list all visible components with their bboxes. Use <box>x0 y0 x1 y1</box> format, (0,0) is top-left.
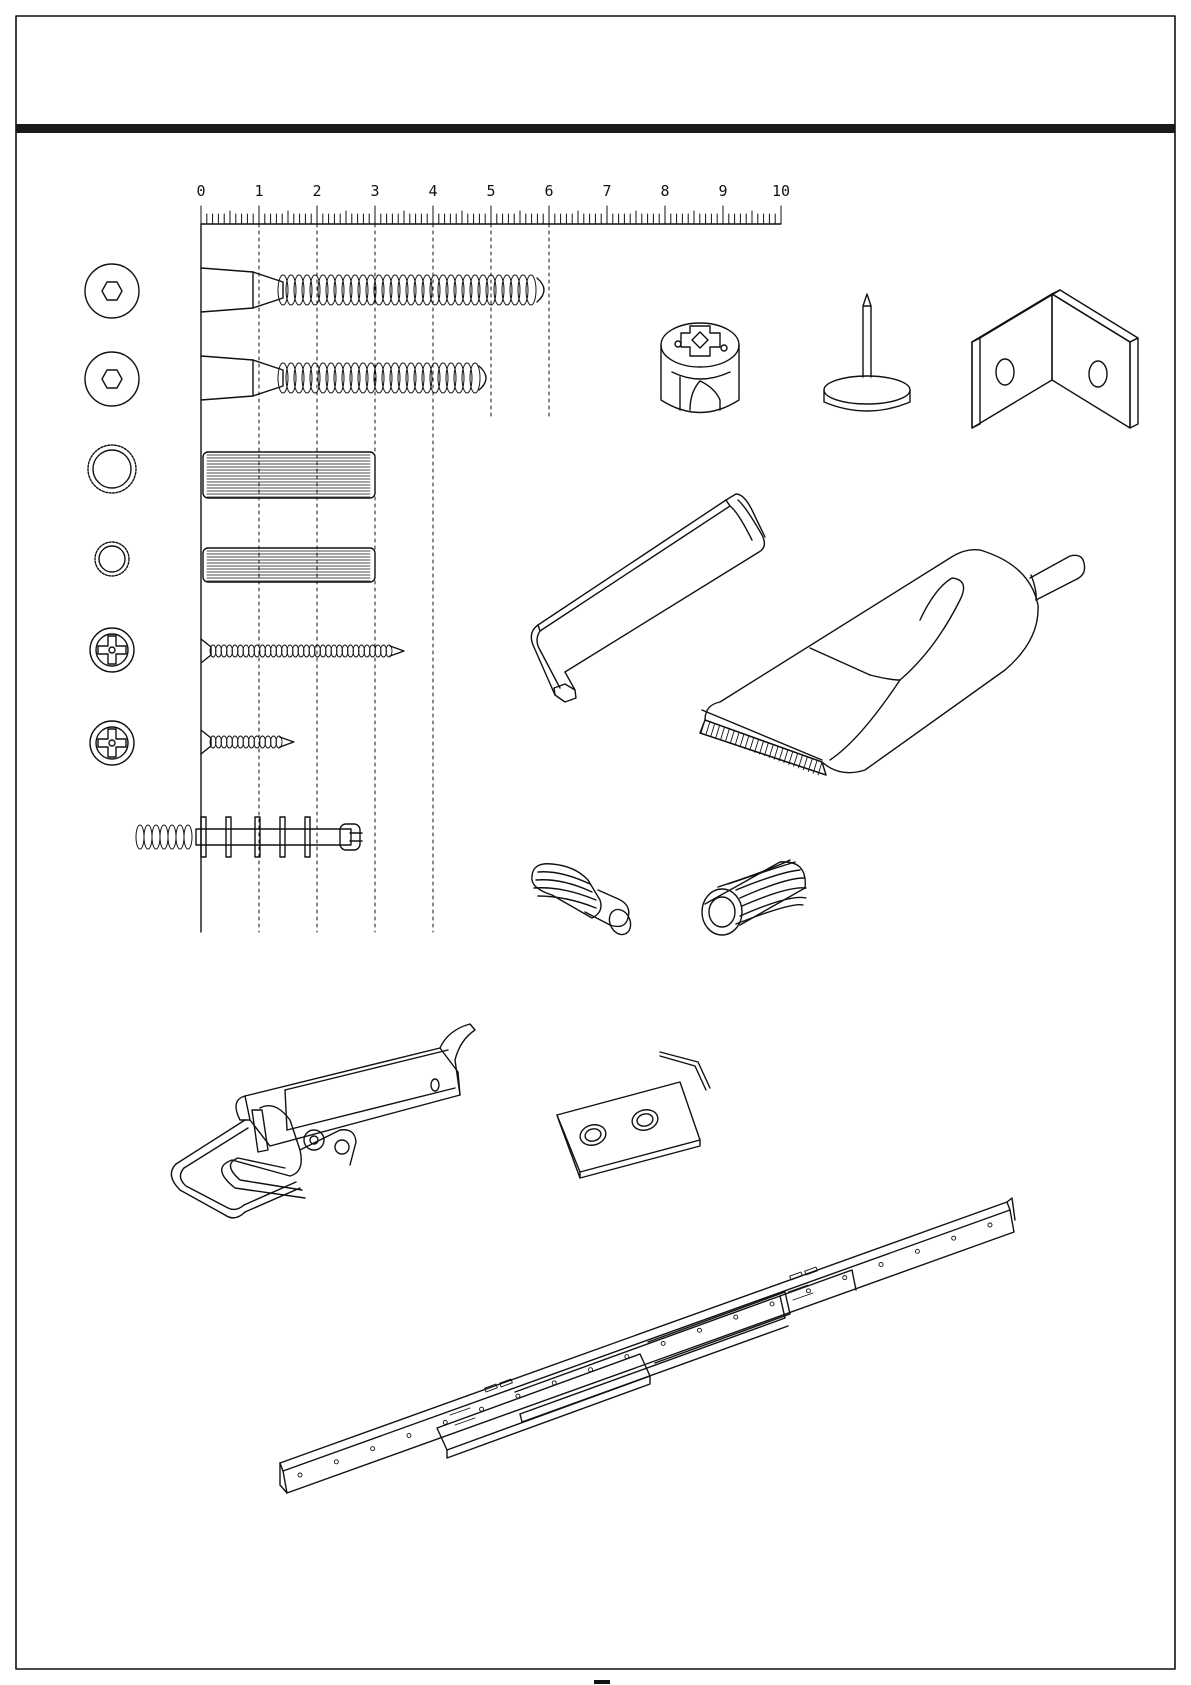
rail-hole <box>552 1381 556 1385</box>
brush-bristle <box>730 731 734 744</box>
rail-hole <box>443 1420 447 1424</box>
cam-bolt <box>136 817 362 857</box>
drawer-slide-rail-icon <box>280 1198 1015 1493</box>
ruler-label-7: 7 <box>602 182 612 200</box>
ruler-labels <box>196 182 790 200</box>
cam-bolt-fin <box>226 817 231 857</box>
ruler-ticks <box>201 206 781 224</box>
rail-hole <box>516 1394 520 1398</box>
cam-bolt-head <box>340 824 360 850</box>
rail-hole <box>988 1223 992 1227</box>
brush-bristle <box>701 720 705 733</box>
ruler-label-1: 1 <box>254 182 264 200</box>
brush-bristles <box>701 720 822 775</box>
cam-bolt-fin <box>255 817 260 857</box>
cam-bolt-thread <box>184 825 192 849</box>
brush-bristle <box>784 750 788 763</box>
brush-bristle <box>774 746 778 759</box>
screw-shank <box>201 268 283 312</box>
brush-bristle <box>769 745 773 758</box>
page-frame <box>16 16 1175 1669</box>
glue-bottle-icon <box>700 550 1085 775</box>
brush-bristle <box>779 748 783 761</box>
wood-screw-short <box>201 730 294 754</box>
rail-hole <box>879 1262 883 1266</box>
hex-screw-long <box>201 268 544 312</box>
ruler-label-8: 8 <box>660 182 670 200</box>
wood-dowel-small <box>203 548 375 582</box>
ruler-label-9: 9 <box>718 182 728 200</box>
rail-hole <box>806 1289 810 1293</box>
brush-bristle <box>716 725 720 738</box>
rail-hole <box>371 1447 375 1451</box>
ruler-label-6: 6 <box>544 182 554 200</box>
cam-bolt-fin <box>305 817 310 857</box>
cam-bolt-fin <box>201 817 206 857</box>
allen-key-icon <box>531 494 765 702</box>
cam-bolt-fin <box>280 817 285 857</box>
dowel-end-icon <box>95 542 129 576</box>
rail-hole <box>697 1328 701 1332</box>
wood-dowel-large <box>203 452 375 498</box>
rail-slots <box>450 1267 817 1425</box>
rail-hole <box>334 1460 338 1464</box>
cam-bolt-thread <box>168 825 176 849</box>
rail-holes <box>298 1223 992 1477</box>
rail-hole <box>407 1434 411 1438</box>
rail-hole <box>952 1236 956 1240</box>
threaded-insert-pin-icon <box>532 864 635 938</box>
threaded-insert-sleeve-icon <box>702 860 806 935</box>
rail-hole <box>298 1473 302 1477</box>
brush-bristle <box>711 724 715 737</box>
rail-hole <box>770 1302 774 1306</box>
screw-tip <box>537 278 544 302</box>
nail-glide-icon <box>824 294 910 411</box>
cam-bolt-thread <box>176 825 184 849</box>
ruler-label-5: 5 <box>486 182 496 200</box>
rail-hole <box>915 1249 919 1253</box>
brush-bristle <box>750 738 754 751</box>
brush-bristle <box>725 729 729 742</box>
brush-bristle <box>706 722 710 735</box>
ruler-label-10: 10 <box>771 182 791 200</box>
rail-hole <box>480 1407 484 1411</box>
brush-bristle <box>745 736 749 749</box>
hex-socket-icon <box>85 352 139 406</box>
phillips-head-icon <box>90 721 134 765</box>
corner-bracket-icon <box>972 290 1138 428</box>
cam-lock-fitting-icon <box>661 323 739 413</box>
ruler-label-0: 0 <box>196 182 206 200</box>
brush-bristle <box>755 739 759 752</box>
wood-screw-head <box>201 639 211 663</box>
cam-bolt-thread <box>144 825 152 849</box>
brush-bristle <box>740 734 744 747</box>
dowel-end-icon <box>88 445 136 493</box>
cam-bolt-thread <box>136 825 144 849</box>
rail-hole <box>625 1355 629 1359</box>
brush-bristle <box>764 743 768 756</box>
cam-bolt-shaft <box>196 829 351 845</box>
rail-hole <box>843 1276 847 1280</box>
footer-mark <box>594 1680 610 1684</box>
phillips-head-icon <box>90 628 134 672</box>
header-band <box>16 124 1175 133</box>
toggle-latch-icon <box>171 1024 475 1218</box>
hex-socket-icon <box>85 264 139 318</box>
cam-bolt-thread <box>160 825 168 849</box>
brush-bristle <box>721 727 725 740</box>
wood-screw-head <box>201 730 211 754</box>
ruler-label-3: 3 <box>370 182 380 200</box>
ruler-label-4: 4 <box>428 182 438 200</box>
ruler-label-2: 2 <box>312 182 322 200</box>
hex-screw-medium <box>201 356 486 400</box>
wood-screw-long <box>201 639 404 663</box>
screw-shank <box>201 356 283 400</box>
brush-bristle <box>735 732 739 745</box>
brush-bristle <box>760 741 764 754</box>
dowel-body <box>203 548 375 582</box>
cam-bolt-thread <box>152 825 160 849</box>
rail-hole <box>589 1368 593 1372</box>
rail-hole <box>661 1341 665 1345</box>
rail-hole <box>734 1315 738 1319</box>
mounting-plate-icon <box>557 1052 710 1178</box>
